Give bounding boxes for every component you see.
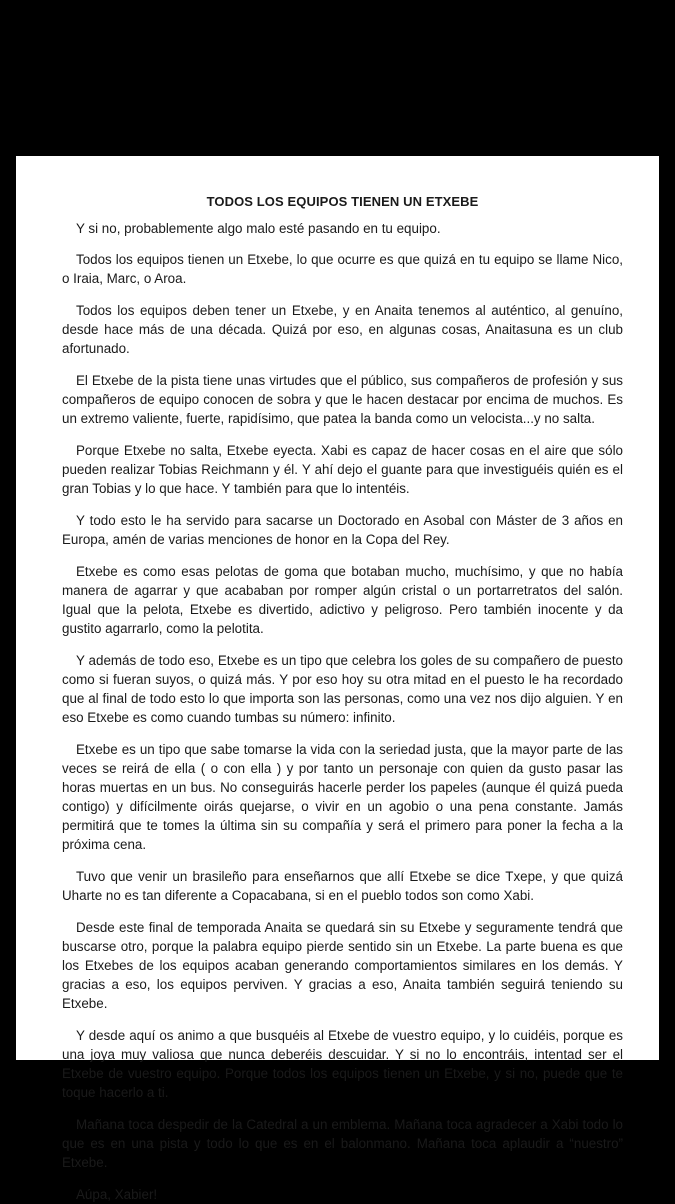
document-title: TODOS LOS EQUIPOS TIENEN UN ETXEBE	[206, 194, 479, 209]
paragraph: El Etxebe de la pista tiene unas virtudes que el público, sus compañeros de profesión y sus compañeros de equipo conocen de sobra y que le hacen destacar por encima de muchos. Es un extremo valiente, fuerte, rapidísimo, que patea la banda como un velocista...y no salta.	[62, 373, 623, 426]
paragraph: Tuvo que venir un brasileño para enseñarnos que allí Etxebe se dice Txepe, y que quizá Uharte no es tan diferente a Copacabana, si en el pueblo todos son como Xabi.	[62, 869, 623, 903]
paragraph: Y desde aquí os animo a que busquéis al Etxebe de vuestro equipo, y lo cuidéis, porque es una joya muy valiosa que nunca deberéis descuidar. Y si no lo encontráis, intentad ser el Etxebe de vuestro equipo. Porque todos los equipos tienen un Etxebe, y si no, puede que te toque hacerlo a ti.	[62, 1028, 623, 1100]
paragraph: Y todo esto le ha servido para sacarse un Doctorado en Asobal con Máster de 3 años en Europa, amén de varias menciones de honor en la Copa del Rey.	[62, 513, 623, 547]
paragraph: Y si no, probablemente algo malo esté pasando en tu equipo.	[76, 221, 441, 236]
paragraph: Desde este final de temporada Anaita se quedará sin su Etxebe y seguramente tendrá que buscarse otro, porque la palabra equipo pierde sentido sin un Etxebe. La parte buena es que los Etxebes de los equipos acaban generando comportamientos similares en los demás. Y gracias a eso, los equipos perviven. Y gracias a eso, Anaita también seguirá teniendo su Etxebe.	[62, 920, 623, 1011]
paragraph: Y además de todo eso, Etxebe es un tipo que celebra los goles de su compañero de puesto como si fueran suyos, o quizá más. Y por eso hoy su otra mitad en el puesto le ha recordado que al final de todo esto lo que importa son las personas, como una vez nos dijo alguien. Y en eso Etxebe es como cuando tumbas su número: infinito.	[62, 653, 623, 725]
paragraph: Todos los equipos deben tener un Etxebe, y en Anaita tenemos al auténtico, al genuíno, desde hace más de una década. Quizá por eso, en algunas cosas, Anaitasuna es un club afortunado.	[62, 303, 623, 356]
closing-line: Aúpa, Xabier!	[76, 1187, 158, 1202]
paragraph: Mañana toca despedir de la Catedral a un emblema. Mañana toca agradecer a Xabi todo lo que es en una pista y todo lo que es en el balonmano. Mañana toca aplaudir a “nuestro” Etxebe.	[62, 1117, 623, 1170]
paragraph: Porque Etxebe no salta, Etxebe eyecta. Xabi es capaz de hacer cosas en el aire que sólo pueden realizar Tobias Reichmann y él. Y ahí dejo el guante para que investiguéis quién es el gran Tobias y lo que hace. Y también para que lo intentéis.	[62, 443, 623, 496]
paragraph: Etxebe es como esas pelotas de goma que botaban mucho, muchísimo, y que no había manera de agarrar y que acababan por romper algún cristal o un portarretratos del salón. Igual que la pelota, Etxebe es divertido, adictivo y peligroso. Pero también inocente y da gustito agarrarlo, como la pelotita.	[62, 564, 623, 636]
paragraph: Todos los equipos tienen un Etxebe, lo que ocurre es que quizá en tu equipo se llame Nico, o Iraia, Marc, o Aroa.	[62, 252, 623, 286]
paragraph: Etxebe es un tipo que sabe tomarse la vida con la seriedad justa, que la mayor parte de las veces se reirá de ella ( o con ella ) y por tanto un personaje con quien da gusto pasar las horas muertas en un bus. No conseguirás hacerle perder los papeles (aunque él quizá pueda contigo) y difícilmente oirás quejarse, o vivir en un agobio o una pena constante. Jamás permitirá que te tomes la última sin su compañía y será el primero para poner la fecha a la próxima cena.	[62, 742, 623, 852]
document-page	[16, 156, 659, 1202]
